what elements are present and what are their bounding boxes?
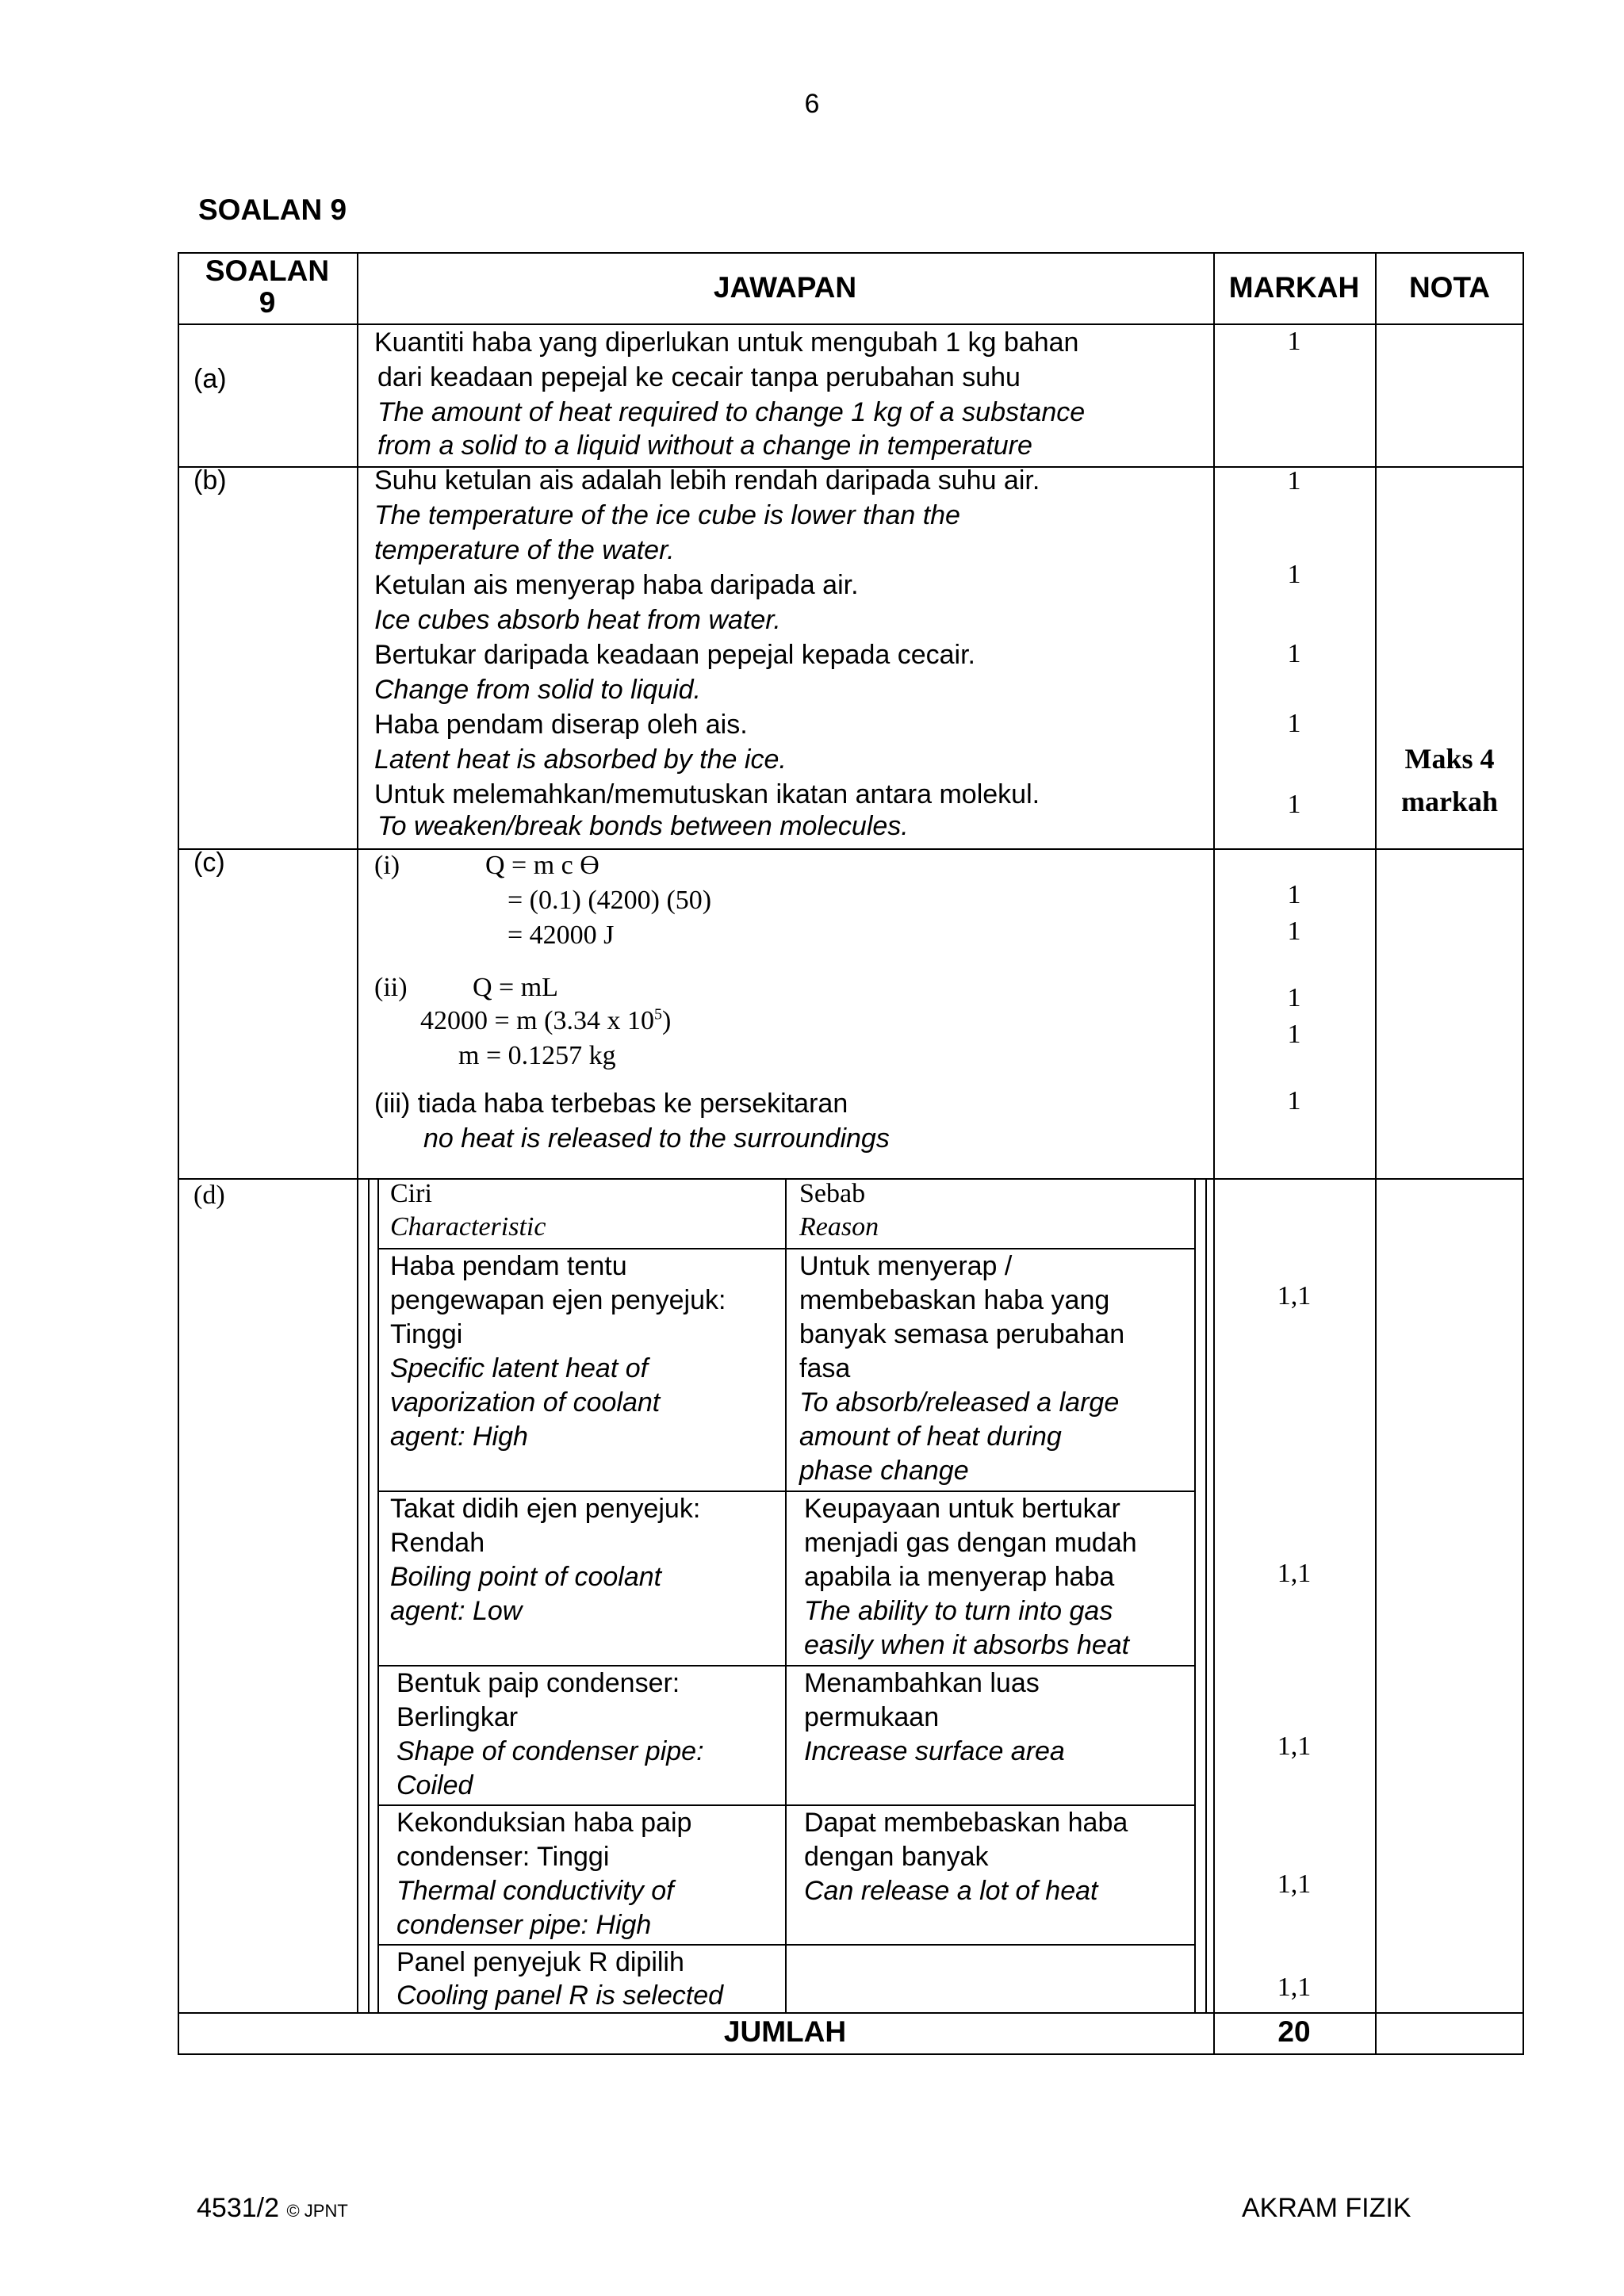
col-divider-1 bbox=[357, 252, 358, 2012]
ciri-line: Haba pendam tentu bbox=[390, 1251, 627, 1281]
part-b-label: (b) bbox=[193, 465, 227, 496]
part-b-mark: 1 bbox=[1287, 790, 1301, 819]
part-c-ii-line: m = 0.1257 kg bbox=[458, 1041, 616, 1070]
ciri-line: Boiling point of coolant bbox=[390, 1562, 662, 1592]
total-label: JUMLAH bbox=[723, 2015, 847, 2048]
sebab-line: Menambahkan luas bbox=[804, 1668, 1040, 1698]
col-divider-3 bbox=[1375, 252, 1377, 2055]
sebab-line: The ability to turn into gas bbox=[804, 1596, 1113, 1626]
part-d-mark: 1,1 bbox=[1277, 1281, 1312, 1311]
ciri-line: Bentuk paip condenser: bbox=[396, 1668, 680, 1698]
part-c-mark: 1 bbox=[1287, 1086, 1301, 1115]
ciri-line: agent: High bbox=[390, 1422, 528, 1452]
col-divider-2 bbox=[1213, 252, 1215, 2055]
ciri-line: Tinggi bbox=[390, 1319, 463, 1349]
part-c-i-line: Q = m c Ɵ bbox=[485, 851, 599, 880]
sebab-line: To absorb/released a large bbox=[799, 1387, 1120, 1418]
part-c-iii-line: (iii) tiada haba terbebas ke persekitaran bbox=[374, 1089, 848, 1119]
part-c-iii-line: no heat is released to the surroundings bbox=[423, 1123, 890, 1154]
inner-header-ciri: Ciri bbox=[390, 1179, 432, 1208]
sebab-line: easily when it absorbs heat bbox=[804, 1630, 1130, 1660]
part-c-ii-label: (ii) bbox=[374, 973, 408, 1002]
part-a-mark: 1 bbox=[1287, 327, 1301, 356]
header-soalan: SOALAN 9 bbox=[205, 254, 330, 319]
sebab-line: permukaan bbox=[804, 1702, 940, 1732]
part-d-mark: 1,1 bbox=[1277, 1732, 1312, 1761]
sebab-line: Dapat membebaskan haba bbox=[804, 1808, 1128, 1838]
sebab-line: menjadi gas dengan mudah bbox=[804, 1528, 1137, 1558]
part-c-mark: 1 bbox=[1287, 880, 1301, 909]
ciri-line: Berlingkar bbox=[396, 1702, 519, 1732]
part-a-line: from a solid to a liquid without a change in temperature bbox=[377, 430, 1032, 461]
part-a-line: The amount of heat required to change 1 kg of a substance bbox=[377, 397, 1086, 427]
part-d-mark: 1,1 bbox=[1277, 1973, 1312, 2002]
ciri-line: Kekonduksian haba paip bbox=[396, 1808, 692, 1838]
part-d-mark: 1,1 bbox=[1277, 1869, 1312, 1899]
footer-code: 4531/2 © JPNT bbox=[197, 2193, 348, 2223]
part-a-label: (a) bbox=[193, 364, 227, 394]
inner-header-sebab: Sebab bbox=[799, 1179, 866, 1208]
total-value: 20 bbox=[1277, 2015, 1311, 2048]
part-b-line: Ketulan ais menyerap haba daripada air. bbox=[374, 570, 859, 600]
inner-header-sebab-en: Reason bbox=[799, 1212, 879, 1242]
sebab-line: membebaskan haba yang bbox=[799, 1285, 1110, 1315]
part-a-line: dari keadaan pepejal ke cecair tanpa perubahan suhu bbox=[377, 362, 1021, 392]
part-c-label: (c) bbox=[193, 848, 225, 878]
ciri-line: Takat didih ejen penyejuk: bbox=[390, 1494, 701, 1524]
part-c-i-line: = (0.1) (4200) (50) bbox=[508, 886, 712, 915]
ciri-line: condenser pipe: High bbox=[396, 1910, 652, 1940]
sebab-line: amount of heat during bbox=[799, 1422, 1062, 1452]
inner-table-left-outer bbox=[368, 1178, 370, 2012]
part-c-mark: 1 bbox=[1287, 983, 1301, 1012]
part-b-line: Bertukar daripada keadaan pepejal kepada cecair. bbox=[374, 640, 975, 670]
part-b-mark: 1 bbox=[1287, 466, 1301, 496]
part-b-line: Ice cubes absorb heat from water. bbox=[374, 605, 781, 635]
ciri-line: condenser: Tinggi bbox=[396, 1842, 610, 1872]
part-b-mark: 1 bbox=[1287, 639, 1301, 668]
inner-table-right bbox=[1194, 1178, 1196, 2012]
ciri-line: Specific latent heat of bbox=[390, 1353, 649, 1383]
inner-header-ciri-en: Characteristic bbox=[390, 1212, 546, 1242]
part-b-line: Change from solid to liquid. bbox=[374, 675, 702, 705]
sebab-line: phase change bbox=[799, 1456, 969, 1486]
header-jawapan: JAWAPAN bbox=[713, 271, 857, 304]
ciri-line: Rendah bbox=[390, 1528, 485, 1558]
part-b-line: Haba pendam diserap oleh ais. bbox=[374, 710, 748, 740]
row-divider-d bbox=[178, 2012, 1524, 2014]
section-title: SOALAN 9 bbox=[198, 193, 347, 226]
ciri-line: agent: Low bbox=[390, 1596, 523, 1626]
ciri-line: Panel penyejuk R dipilih bbox=[396, 1947, 684, 1977]
part-b-line: Latent heat is absorbed by the ice. bbox=[374, 744, 787, 775]
part-c-i-label: (i) bbox=[374, 851, 400, 880]
ciri-line: Cooling panel R is selected bbox=[396, 1980, 724, 2011]
ciri-line: pengewapan ejen penyejuk: bbox=[390, 1285, 726, 1315]
part-c-i-line: = 42000 J bbox=[508, 920, 615, 950]
sebab-line: fasa bbox=[799, 1353, 851, 1383]
inner-table-left bbox=[377, 1178, 379, 2012]
sebab-line: apabila ia menyerap haba bbox=[804, 1562, 1115, 1592]
ciri-line: Shape of condenser pipe: bbox=[396, 1736, 704, 1766]
inner-table-right-outer bbox=[1205, 1178, 1207, 2012]
page-number: 6 bbox=[804, 89, 820, 119]
part-b-mark: 1 bbox=[1287, 560, 1301, 589]
part-b-line: Untuk melemahkan/memutuskan ikatan antara molekul. bbox=[374, 779, 1040, 809]
part-d-label: (d) bbox=[193, 1181, 225, 1210]
part-b-line: The temperature of the ice cube is lower than the bbox=[374, 500, 960, 530]
part-b-mark: 1 bbox=[1287, 709, 1301, 738]
sebab-line: Can release a lot of heat bbox=[804, 1876, 1098, 1906]
header-nota: NOTA bbox=[1408, 271, 1491, 304]
sebab-line: dengan banyak bbox=[804, 1842, 989, 1872]
footer-right: AKRAM FIZIK bbox=[1242, 2193, 1411, 2223]
part-d-mark: 1,1 bbox=[1277, 1559, 1312, 1588]
part-c-mark: 1 bbox=[1287, 1020, 1301, 1049]
inner-table-mid bbox=[785, 1178, 787, 2012]
ciri-line: Thermal conductivity of bbox=[396, 1876, 674, 1906]
header-markah: MARKAH bbox=[1228, 271, 1360, 304]
part-b-line: To weaken/break bonds between molecules. bbox=[377, 811, 909, 841]
part-c-mark: 1 bbox=[1287, 916, 1301, 946]
ciri-line: Coiled bbox=[396, 1770, 473, 1800]
sebab-line: Keupayaan untuk bertukar bbox=[804, 1494, 1120, 1524]
part-b-line: Suhu ketulan ais adalah lebih rendah daripada suhu air. bbox=[374, 465, 1040, 496]
part-c-ii-line: 42000 = m (3.34 x $10^5$) bbox=[420, 1005, 672, 1035]
part-c-ii-line: Q = mL bbox=[473, 973, 558, 1002]
sebab-line: Increase surface area bbox=[804, 1736, 1065, 1766]
ciri-line: vaporization of coolant bbox=[390, 1387, 661, 1418]
sebab-line: Untuk menyerap / bbox=[799, 1251, 1013, 1281]
sebab-line: banyak semasa perubahan bbox=[799, 1319, 1125, 1349]
part-a-line: Kuantiti haba yang diperlukan untuk mengubah 1 kg bahan bbox=[374, 327, 1079, 358]
part-b-note: Maks 4 markah bbox=[1400, 743, 1498, 817]
part-b-line: temperature of the water. bbox=[374, 535, 675, 565]
